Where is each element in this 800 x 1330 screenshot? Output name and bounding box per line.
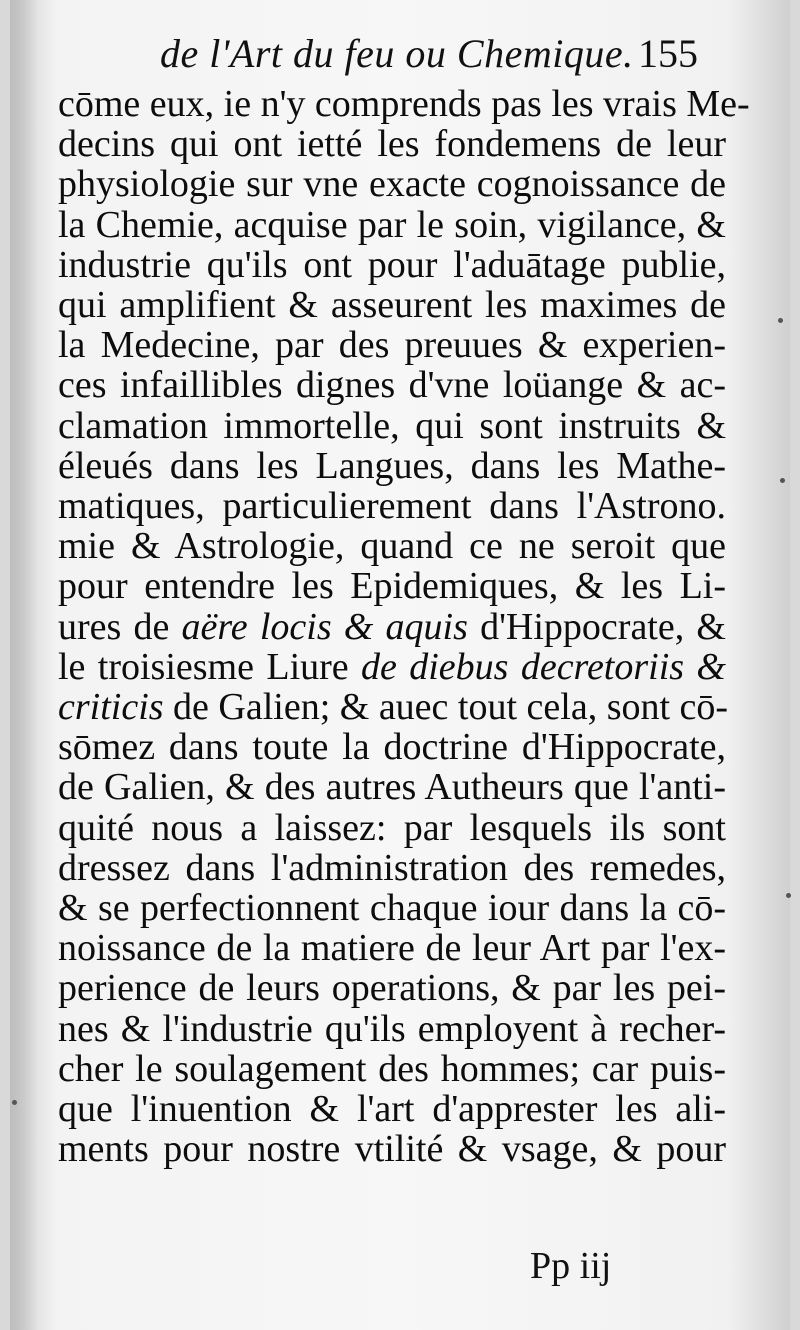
- ink-speck: [12, 1100, 17, 1105]
- text-line: cōme eux, ie n'y comprends pas les vrais Me-: [58, 83, 750, 125]
- text-segment: d'Hippocrate, &: [467, 605, 726, 648]
- text-line: la Medecine, par des preuues & experien-: [58, 324, 726, 367]
- text-line: sōmez dans toute la doctrine d'Hippocrate,: [58, 726, 726, 769]
- ink-speck: [780, 478, 785, 483]
- text-segment: ures de: [58, 605, 182, 648]
- text-line: decins qui ont ietté les fondemens de leur: [58, 123, 726, 166]
- text-line: de Galien, & des autres Autheurs que l'anti-: [58, 766, 726, 809]
- text-line: cher le soulagement des hommes; car puis-: [58, 1047, 726, 1090]
- text-line: [58, 647, 726, 687]
- text-line: perience de leurs operations, & par les pei-: [58, 967, 726, 1010]
- text-segment: le troisiesme Liure: [58, 645, 362, 688]
- text-line: la Chemie, acquise par le soin, vigilance, &: [58, 203, 726, 246]
- text-line: [58, 607, 726, 647]
- text-line: ments pour nostre vtilité & vsage, & pour: [58, 1128, 726, 1171]
- latin-title-italic: aëre locis & aquis: [181, 605, 468, 648]
- text-line: quité nous a laissez: par lesquels ils sont: [58, 806, 726, 849]
- running-title: de l'Art du feu ou Chemique.: [160, 31, 634, 76]
- text-line: noissance de la matiere de leur Art par l'ex-: [58, 927, 726, 970]
- latin-title-italic: criticis: [58, 686, 164, 729]
- text-line: pour entendre les Epidemiques, & les Li-: [58, 565, 726, 608]
- text-line: & se perfectionnent chaque iour dans la cō-: [58, 887, 726, 930]
- text-line: nes & l'industrie qu'ils employent à recher-: [58, 1007, 726, 1050]
- text-line: que l'inuention & l'art d'apprester les ali-: [58, 1088, 726, 1131]
- text-line: physiologie sur vne exacte cognoissance de: [58, 163, 726, 206]
- text-line: matiques, particulierement dans l'Astrono.: [58, 485, 726, 528]
- latin-title-italic: de diebus decretoriis &: [361, 645, 726, 688]
- book-page: [10, 0, 790, 1330]
- text-line: industrie qu'ils ont pour l'aduātage publie,: [58, 243, 726, 286]
- text-line: qui amplifient & asseurent les maximes de: [58, 284, 726, 327]
- ink-speck: [786, 893, 791, 898]
- text-line: ces infaillibles dignes d'vne loüange & ac-: [58, 364, 726, 407]
- text-line: clamation immortelle, qui sont instruits &: [58, 404, 726, 447]
- text-line: [58, 686, 729, 729]
- body-text: [58, 83, 750, 1171]
- text-line: dressez dans l'administration des remedes,: [58, 846, 726, 889]
- text-line: éleués dans les Langues, dans les Mathe-: [58, 444, 726, 487]
- text-segment: de Galien; & auec tout cela, sont cō-: [163, 686, 729, 729]
- page-number: 155: [638, 31, 698, 76]
- signature-mark: Pp iij: [530, 1245, 612, 1287]
- binding-gutter: [10, 0, 38, 1330]
- text-line: mie & Astrologie, quand ce ne seroit que: [58, 525, 726, 568]
- ink-speck: [778, 318, 783, 323]
